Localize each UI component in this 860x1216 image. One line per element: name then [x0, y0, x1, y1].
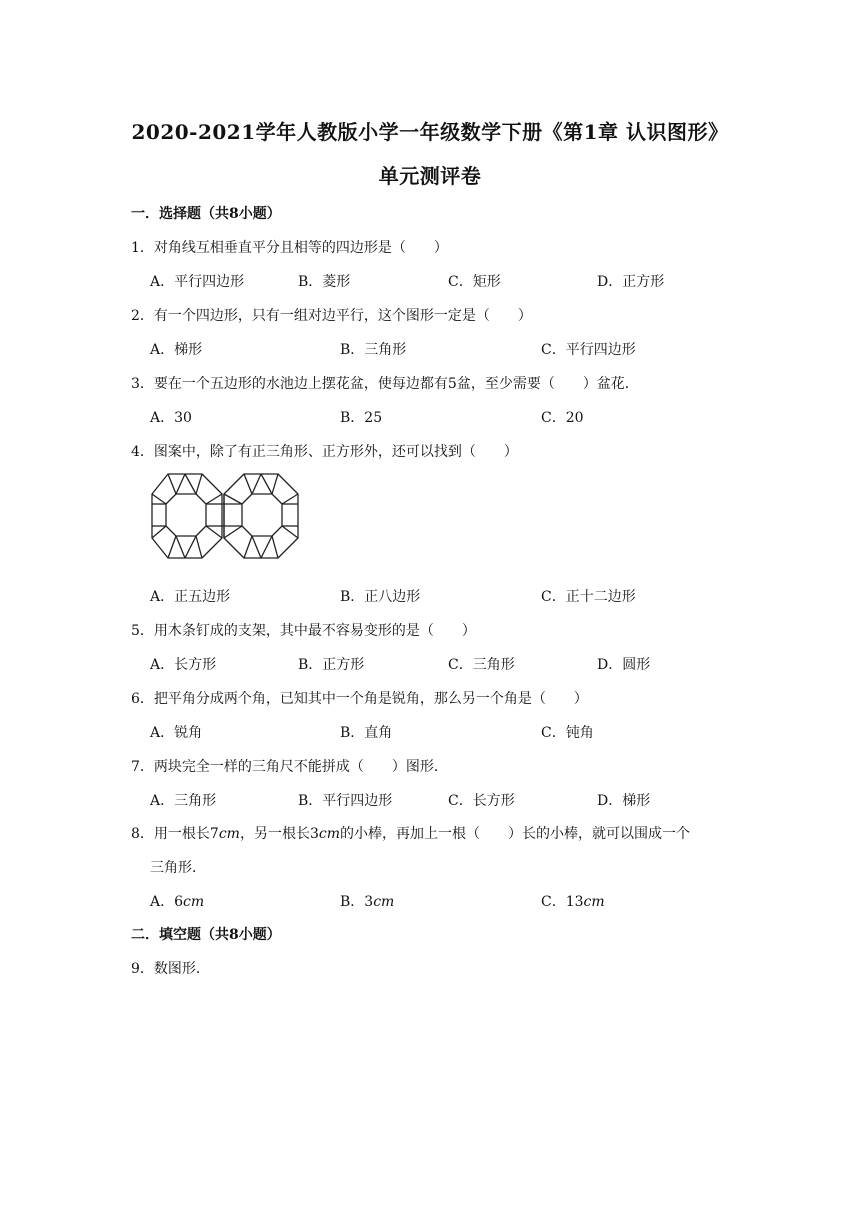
q5-option-c: C．三角形: [448, 657, 515, 673]
q5-option-d: D．圆形: [597, 657, 651, 673]
q1-option-a: A．平行四边形: [150, 274, 245, 290]
q2-option-b: B．三角形: [340, 342, 407, 358]
q8-unit-2: cm: [318, 826, 340, 842]
q3-option-a: A．30: [150, 410, 192, 426]
q8-option-a-value: A．6: [150, 894, 184, 910]
octagon-pattern-figure: [148, 468, 322, 572]
q7-option-c: C．长方形: [448, 793, 515, 809]
section-heading-fill: 二．填空题（共8小题）: [131, 927, 281, 943]
q6-option-a: A．锐角: [150, 725, 203, 741]
q2-option-c: C．平行四边形: [541, 342, 636, 358]
q7-option-d: D．梯形: [597, 793, 651, 809]
q8-option-c-value: C．13: [541, 894, 584, 910]
q3-option-b: B．25: [340, 410, 383, 426]
q8-option-c: [541, 891, 605, 911]
question-3: 3．要在一个五边形的水池边上摆花盆，使每边都有5盆，至少需要（ ）盆花．: [131, 376, 639, 392]
q4-option-b: B．正八边形: [340, 589, 421, 605]
q7-option-b: B．平行四边形: [298, 793, 393, 809]
page-title-line-1: 2020-2021学年人教版小学一年级数学下册《第1章 认识图形》: [131, 120, 729, 144]
q8-unit-1: cm: [218, 826, 240, 842]
q1-option-c: C．矩形: [448, 274, 501, 290]
q6-option-c: C．钝角: [541, 725, 594, 741]
q8-option-b-value: B．3: [340, 894, 374, 910]
q1-option-b: B．菱形: [298, 274, 351, 290]
q8-text-a: 8．用一根长7: [131, 826, 219, 842]
q7-option-a: A．三角形: [150, 793, 217, 809]
question-4: 4．图案中，除了有正三角形、正方形外，还可以找到（ ）: [131, 444, 518, 460]
q8-option-a-unit: cm: [183, 894, 205, 910]
q1-option-d: D．正方形: [597, 274, 665, 290]
q8-option-b-unit: cm: [373, 894, 395, 910]
q5-option-b: B．正方形: [298, 657, 365, 673]
question-8: [131, 823, 690, 843]
question-6: 6．把平角分成两个角，已知其中一个角是锐角，那么另一个角是（ ）: [131, 691, 588, 707]
question-7: 7．两块完全一样的三角尺不能拼成（ ）图形．: [131, 759, 448, 775]
section-heading-choice: 一．选择题（共8小题）: [131, 206, 281, 222]
q4-option-c: C．正十二边形: [541, 589, 636, 605]
q8-text-c: 的小棒，再加上一根（ ）长的小棒，就可以围成一个: [340, 826, 690, 842]
q8-option-b: [340, 891, 394, 911]
question-9: 9．数图形．: [131, 961, 210, 977]
question-8-continuation: 三角形．: [150, 860, 206, 876]
question-1: 1．对角线互相垂直平分且相等的四边形是（ ）: [131, 240, 448, 256]
question-5: 5．用木条钉成的支架，其中最不容易变形的是（ ）: [131, 623, 476, 639]
question-2: 2．有一个四边形，只有一组对边平行，这个图形一定是（ ）: [131, 308, 532, 324]
q8-option-c-unit: cm: [583, 894, 605, 910]
page-title-line-2: 单元测评卷: [378, 164, 482, 188]
q5-option-a: A．长方形: [150, 657, 217, 673]
q2-option-a: A．梯形: [150, 342, 203, 358]
q6-option-b: B．直角: [340, 725, 393, 741]
q4-option-a: A．正五边形: [150, 589, 231, 605]
q8-text-b: ，另一根长3: [239, 826, 319, 842]
q3-option-c: C．20: [541, 410, 584, 426]
q8-option-a: [150, 891, 204, 911]
